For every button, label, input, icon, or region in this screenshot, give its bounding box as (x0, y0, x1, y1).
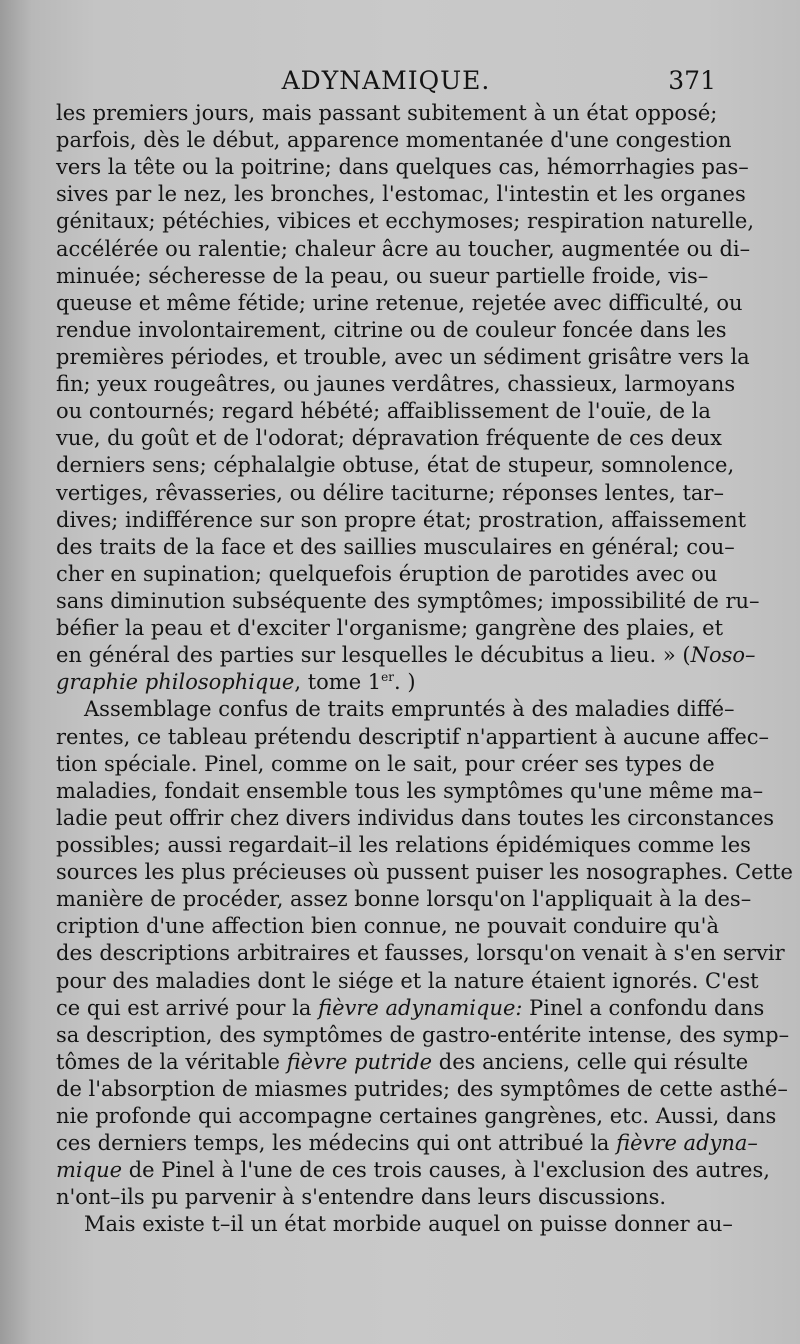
italic-text: fièvre adynamique: (318, 995, 523, 1020)
text-line (56, 805, 774, 832)
text-line (56, 1103, 777, 1130)
text-line (56, 696, 735, 723)
text-line (56, 940, 785, 967)
running-title: ADYNAMIQUE. (281, 66, 491, 95)
text-line (56, 507, 747, 534)
text-segment: sans diminution subséquente des symptômes; impossibilité de ru– (56, 588, 760, 613)
text-segment: rendue involontairement, citrine ou de couleur foncée dans les (56, 317, 727, 342)
text-segment: vue, du goût et de l'odorat; dépravation fréquente de ces deux (56, 426, 722, 451)
text-line (56, 1157, 770, 1184)
text-segment: Mais existe t–il un état morbide auquel on puisse donner au– (84, 1212, 733, 1237)
text-segment: maladies, fondait ensemble tous les symptômes qu'une même ma– (56, 778, 764, 803)
text-segment: cription d'une affection bien connue, ne pouvait conduire qu'à (56, 914, 719, 939)
text-line (56, 669, 704, 696)
text-line (56, 778, 764, 805)
text-segment: ce qui est arrivé pour la (56, 995, 319, 1020)
text-line (56, 751, 715, 778)
italic-text: graphie philosophique (56, 670, 295, 695)
text-segment: génitaux; pétéchies, vibices et ecchymoses; respiration naturelle, (56, 209, 755, 234)
text-segment: ou contournés; regard hébété; affaiblissement de l'ouïe, de la (56, 399, 711, 424)
text-line (56, 561, 718, 588)
text-segment: tion spéciale. Pinel, comme on le sait, pour créer ses types de (56, 751, 715, 776)
italic-text: fièvre putride (286, 1049, 433, 1074)
text-segment: , tome 1 (294, 670, 382, 695)
text-segment: les premiers jours, mais passant subitement à un état opposé; (56, 101, 718, 125)
text-segment: Pinel a confondu dans (522, 995, 765, 1020)
page-number: 371 (668, 66, 716, 95)
text-segment: queuse et même fétide; urine retenue, rejetée avec difficulté, ou (56, 290, 743, 315)
text-line (56, 317, 727, 344)
italic-text: Noso– (690, 643, 756, 668)
text-line (56, 859, 793, 886)
text-line (56, 534, 735, 561)
italic-text: fièvre adyna– (616, 1131, 758, 1156)
text-segment: en général des parties sur lesquelles le décubitus a lieu. » ( (56, 643, 691, 668)
text-segment: premières périodes, et trouble, avec un sédiment grisâtre vers la (56, 344, 750, 369)
text-segment: sives par le nez, les bronches, l'estomac, l'intestin et les organes (56, 182, 746, 207)
text-segment: parfois, dès le début, apparence momentanée d'une congestion (56, 128, 732, 153)
text-segment: fin; yeux rougeâtres, ou jaunes verdâtres, chassieux, larmoyans (56, 372, 736, 397)
text-segment: possibles; aussi regardait–il les relations épidémiques comme les (56, 832, 751, 857)
text-segment: derniers sens; céphalalgie obtuse, état de stupeur, somnolence, (56, 453, 735, 478)
text-line (56, 1076, 788, 1103)
text-segment: manière de procéder, assez bonne lorsqu'on l'appliquait à la des– (56, 887, 752, 912)
text-line (56, 886, 752, 913)
text-line (56, 913, 719, 940)
text-line (56, 425, 722, 452)
text-segment: de l'absorption de miasmes putrides; des symptômes de cette asthé– (56, 1076, 788, 1101)
text-line (56, 290, 743, 317)
text-segment: des traits de la face et des saillies musculaires en général; cou– (56, 534, 735, 559)
running-head (56, 60, 716, 100)
body-text (56, 100, 793, 1239)
text-line (56, 371, 736, 398)
text-segment: sources les plus précieuses où pussent puiser les nosographes. Cette (56, 860, 793, 885)
text-line (56, 263, 709, 290)
text-segment: rentes, ce tableau prétendu descriptif n'appartient à aucune affec– (56, 724, 770, 749)
text-segment: accélérée ou ralentie; chaleur âcre au toucher, augmentée ou di– (56, 236, 751, 261)
text-line (56, 615, 724, 642)
text-line (56, 1184, 704, 1211)
text-segment: dives; indifférence sur son propre état; prostration, affaissement (56, 507, 747, 532)
text-segment: ces derniers temps, les médecins qui ont attribué la (56, 1131, 617, 1156)
text-segment: béfier la peau et d'exciter l'organisme; gangrène des plaies, et (56, 616, 724, 641)
text-line (56, 832, 751, 859)
text-line (56, 1211, 733, 1238)
text-segment: tômes de la véritable (56, 1049, 287, 1074)
text-segment: Assemblage confus de traits empruntés à des maladies diffé– (84, 697, 735, 722)
text-segment: des anciens, celle qui résulte (432, 1049, 749, 1074)
text-segment: sa description, des symptômes de gastro-entérite intense, des symp– (56, 1022, 790, 1047)
text-segment: . ) (394, 670, 416, 695)
text-line (56, 236, 751, 263)
text-line (56, 588, 760, 615)
text-line (56, 1130, 758, 1157)
text-segment: vers la tête ou la poitrine; dans quelques cas, hémorrhagies pas– (56, 155, 749, 180)
text-line (56, 724, 770, 751)
text-line (56, 452, 735, 479)
text-segment: pour des maladies dont le siége et la nature étaient ignorés. C'est (56, 968, 759, 993)
text-line (56, 1049, 749, 1076)
text-line (56, 100, 718, 127)
text-line (56, 208, 755, 235)
text-segment: cher en supination; quelquefois éruption de parotides avec ou (56, 561, 718, 586)
text-segment: minuée; sécheresse de la peau, ou sueur partielle froide, vis– (56, 263, 709, 288)
superscript: er (381, 670, 394, 685)
text-line (56, 995, 765, 1022)
text-segment: vertiges, rêvasseries, ou délire taciturne; réponses lentes, tar– (56, 480, 724, 505)
text-line (56, 127, 732, 154)
text-line (56, 968, 759, 995)
text-line (56, 480, 724, 507)
italic-text: mique (56, 1158, 123, 1183)
text-line (56, 181, 746, 208)
text-line (56, 398, 711, 425)
text-line (56, 1022, 790, 1049)
text-segment: de Pinel à l'une de ces trois causes, à l'exclusion des autres, (122, 1158, 770, 1183)
text-line (56, 344, 750, 371)
text-segment: ladie peut offrir chez divers individus dans toutes les circonstances (56, 805, 774, 830)
text-segment: des descriptions arbitraires et fausses, lorsqu'on venait à s'en servir (56, 941, 785, 966)
text-line (56, 642, 756, 669)
text-segment: n'ont–ils pu parvenir à s'entendre dans leurs discussions. (56, 1185, 667, 1210)
text-line (56, 154, 749, 181)
text-segment: nie profonde qui accompagne certaines gangrènes, etc. Aussi, dans (56, 1104, 777, 1129)
